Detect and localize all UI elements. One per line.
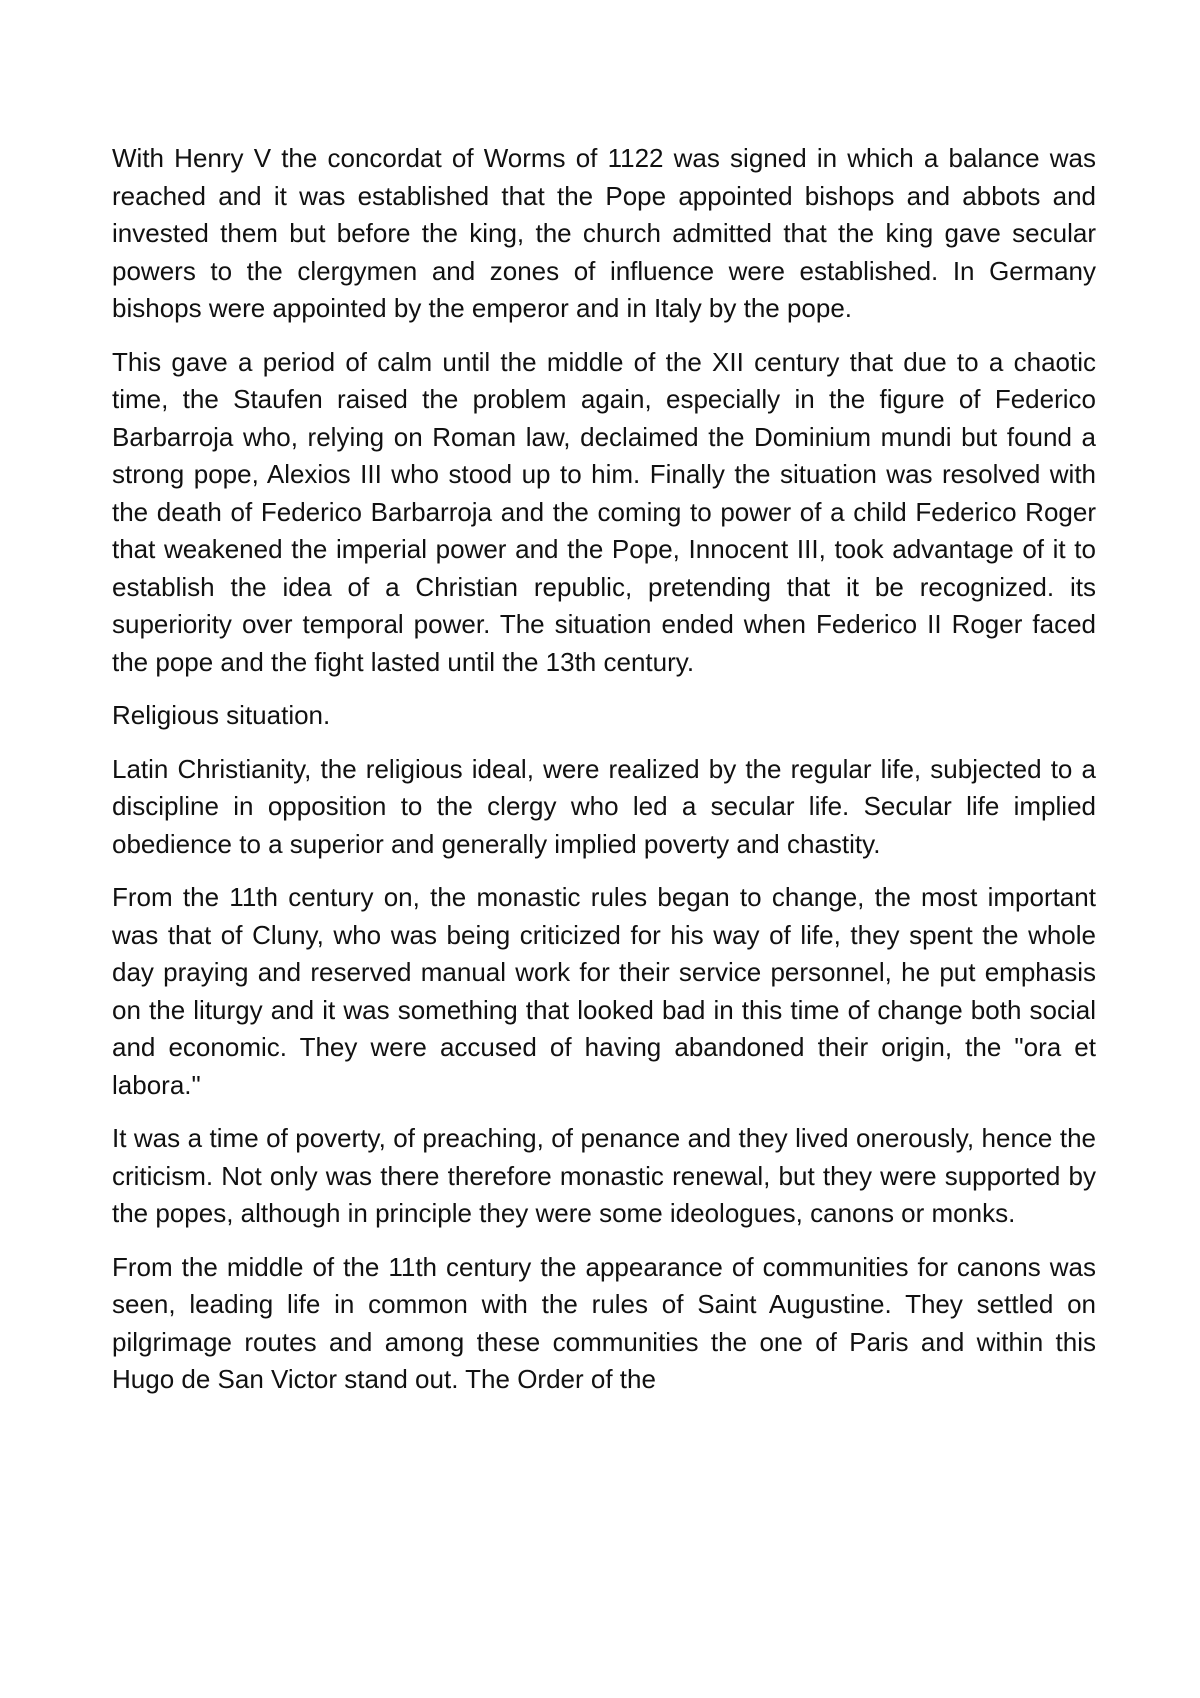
paragraph-staufen-period: This gave a period of calm until the middle of the XII century that due to a chaotic time, the Staufen raised the problem again, especially in the figure of Federico Barbarroja who, relying on Roman law, declaimed the Dominium mundi but found a strong pope, Alexios III who stood up to him. Finally the situation was resolved with the death of Federico Barbarroja and the coming to power of a child Federico Roger that weakened the imperial power and the Pope, Innocent III, took advantage of it to establish the idea of a Christian republic, pretending that it be recognized. its superiority over temporal power. The situation ended when Federico II Roger faced the pope and the fight lasted until the 13th century.: [112, 346, 1096, 677]
paragraph-latin-christianity: Latin Christianity, the religious ideal, were realized by the regular life, subjected to a discipline in opposition to the clergy who led a secular life. Secular life implied obedience to a superior and generally implied poverty and chastity.: [112, 753, 1096, 859]
document-page: [112, 140, 1096, 1415]
paragraph-concordat-of-worms: With Henry V the concordat of Worms of 1122 was signed in which a balance was reached and it was established that the Pope appointed bishops and abbots and invested them but before the king, the church admitted that the king gave secular powers to the clergymen and zones of influence were established. In Germany bishops were appointed by the emperor and in Italy by the pope.: [112, 143, 1096, 323]
paragraph-canon-communities: From the middle of the 11th century the appearance of communities for canons was seen, leading life in common with the rules of Saint Augustine. They settled on pilgrimage routes and among these communities the one of Paris and within this Hugo de San Victor stand out. The Order of the: [112, 1251, 1096, 1394]
paragraph-monastic-rules: From the 11th century on, the monastic rules began to change, the most important was that of Cluny, who was being criticized for his way of life, they spent the whole day praying and reserved manual work for their service personnel, he put emphasis on the liturgy and it was something that looked bad in this time of change both social and economic. They were accused of having abandoned their origin, the "ora et labora.": [112, 882, 1096, 1100]
section-heading-religious-situation: Religious situation.: [112, 700, 331, 730]
paragraph-poverty-preaching: It was a time of poverty, of preaching, of penance and they lived onerously, hence the criticism. Not only was there therefore monastic renewal, but they were supported by the popes, although in principle they were some ideologues, canons or monks.: [112, 1123, 1096, 1228]
